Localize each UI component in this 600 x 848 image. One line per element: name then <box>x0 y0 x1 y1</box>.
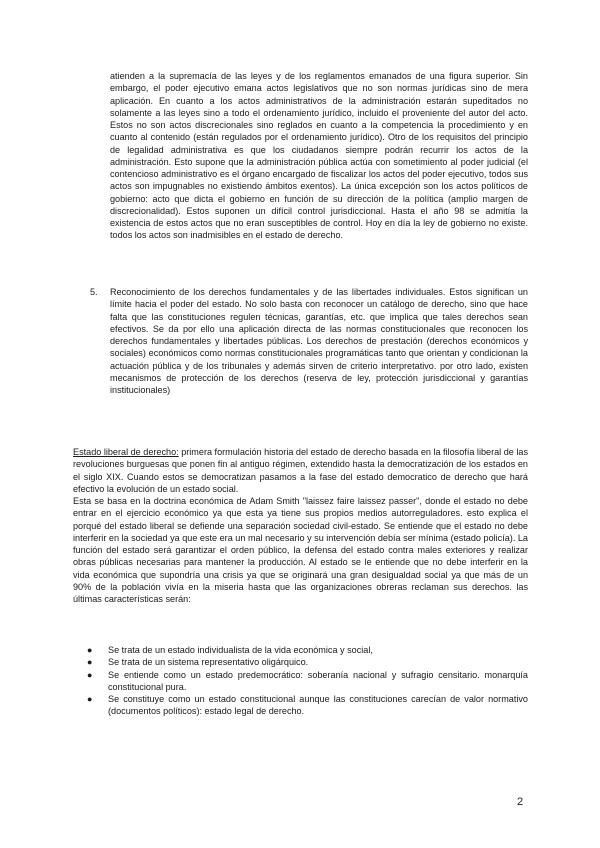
liberal-paragraph-2: Esta se basa en la doctrina económica de Adam Smith "laissez faire laissez passer", donde el estado no debe entrar en el ejercicio económico ya que esta ya tiene sus propios medios autorreguladores. esto explica el porqué del estado liberal se defiende una separación sociedad civil-estado. Se entiende que el estado no debe interferir en la sociedad ya que este era un mal necesario y su intervención debía ser mínima (estado policía). La función del estado será garantizar el orden público, la defensa del estado contra males exteriores y realizar obras públicas necesarias para mantener la producción. Al estado se le entiende que no debe interferir en la vida económica que supondría una crisis ya que se originará una gran desigualdad social ya que más de un 90% de la población vivía en la miseria hasta que las organizaciones obreras reclaman sus derechos. las últimas características serán: <box>73 496 528 604</box>
continuation-paragraph: atienden a la supremacía de las leyes y de los reglamentos emanados de una figura superior. Sin embargo, el poder ejecutivo emana actos legislativos que no son normas jurídicas sino de mera aplicación. En cuanto a los actos administrativos de la administración estarán supeditados no solamente a las leyes sino a todo el ordenamiento jurídico, incluido el proveniente del autor del acto. Estos no son actos discrecionales sino reglados en cuanto a la competencia la procedimiento y en cuanto al contenido (están regulados por el ordenamiento jurídico). Otro de los requisitos del principio de legalidad administrativa es que los ciudadanos siempre podrán recurrir los actos de la administración. Esto supone que la administración pública actúa con sometimiento al poder judicial (el contencioso administrativo es el órgano encargado de fiscalizar los actos del poder ejecutivo, todos sus actos son impugnables no existiendo ámbitos exentos). La única excepción son los actos políticos de gobierno: acto que dicta el gobierno en función de su dirección de la política (amplio margen de discrecionalidad). Estos suponen un difícil control jurisdiccional. Hasta el año 98 se admitía la existencia de estos actos que no eran susceptibles de control. Hoy en día la ley de gobierno no existe. todos los actos son inadmisibles en el estado de derecho. <box>110 71 528 241</box>
list-item <box>87 693 528 718</box>
list-item <box>87 656 528 668</box>
bullet-icon: ● <box>87 669 93 680</box>
list-item-text: Se trata de un estado individualista de la vida económica y social, <box>108 645 373 655</box>
list-item <box>87 644 528 656</box>
bullet-icon: ● <box>87 645 93 655</box>
item-5-paragraph: Reconocimiento de los derechos fundamentales y de las libertades individuales. Estos significan un límite hacia el poder del estado. No solo basta con reconocer un catálogo de derecho, sino que hace falta que las constituciones regulen técnicas, garantías, etc. que implica que tales derechos sean efectivos. Se da por ello una aplicación directa de las normas constitucionales que reconocen los derechos fundamentales y libertades públicas. Los derechos de prestación (derechos económicos y sociales) económicos como normas constitucionales programáticas tanto que orientan y condicionan la actuación pública y de los tribunales y además sirven de criterio interpretativo. por otro lado, existen mecanismos de protección de los derechos (reserva de ley, protección jurisdiccional y garantías institucionales) <box>110 287 528 395</box>
bullet-icon: ● <box>87 657 93 668</box>
bullet-icon: ● <box>87 694 93 704</box>
list-item-text: Se trata de un sistema representativo oligárquico. <box>108 657 309 668</box>
list-item-text: Se constituye como un estado constitucional aunque las constituciones carecían de valor normativo (documentos políticos): estado legal de derecho. <box>108 694 528 717</box>
list-item <box>87 669 528 694</box>
characteristics-list <box>87 644 528 718</box>
liberal-intro-paragraph <box>73 446 528 495</box>
liberal-section <box>73 446 528 605</box>
list-number-5: 5. <box>90 287 98 297</box>
section-heading: Estado liberal de derecho: <box>73 447 179 457</box>
liberal-paragraph-1: primera formulación historia del estado de derecho basada en la filosofía liberal de las revoluciones burguesas que ponen fin al antiguo régimen, extendido hasta la democratización de los estados en el siglo XIX. Cuando estos se democratizan pasamos a la fase del estado democratico de derecho que hará efectivo la evolución de un estado social. <box>73 447 528 494</box>
list-item-text: Se entiende como un estado predemocrático: soberanía nacional y sufragio censitario. monarquía constitucional pura. <box>108 669 528 692</box>
page-number: 2 <box>517 796 524 808</box>
